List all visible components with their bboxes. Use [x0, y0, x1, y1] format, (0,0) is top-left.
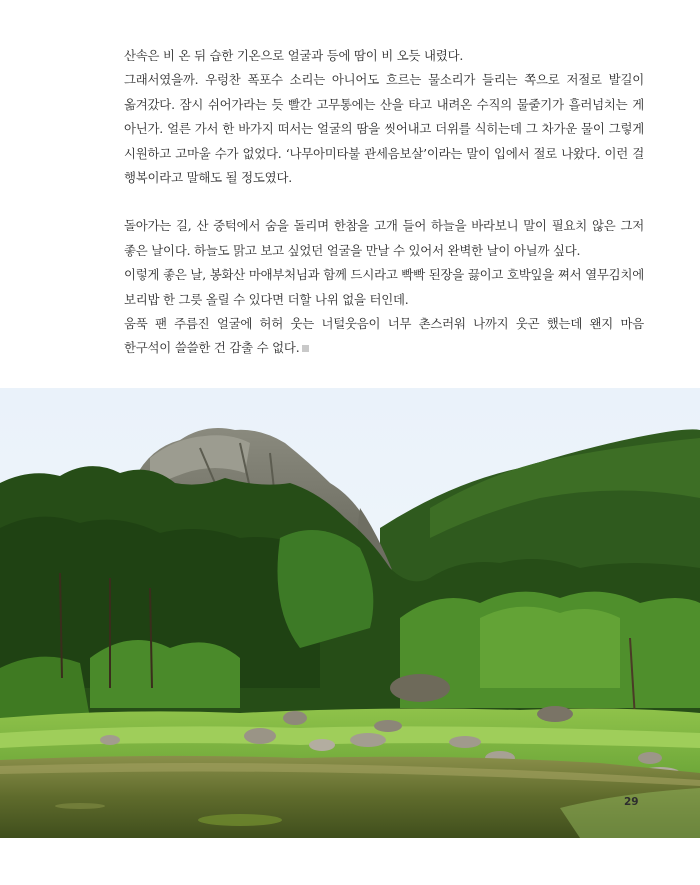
paragraph-2-line-3-text: 움푹 팬 주름진 얼굴에 허허 웃는 너털웃음이 너무 촌스러워 나까지 웃곤 했는데 왠지 마음 한구석이 쓸쓸한 건 감출 수 없다. — [124, 316, 644, 356]
landscape-photo — [0, 388, 700, 838]
paragraph-2 — [124, 214, 644, 360]
paragraph-1-line-1: 산속은 비 온 뒤 습한 기온으로 얼굴과 등에 땀이 비 오듯 내렸다. — [124, 48, 464, 63]
page-number: 29 — [624, 796, 639, 808]
paragraph-1 — [124, 44, 644, 190]
paragraph-2-line-2: 이렇게 좋은 날, 봉화산 마애부처님과 함께 드시라고 빡빡 된장을 끓이고 호박잎을 쪄서 열무김치에 보리밥 한 그릇 올릴 수 있다면 더할 나위 없을 터인데. — [124, 267, 644, 307]
article-body — [124, 44, 644, 361]
paragraph-2-line-3 — [124, 312, 644, 361]
square-end-mark-icon — [302, 345, 309, 352]
paragraph-2-line-1: 돌아가는 길, 산 중턱에서 숨을 돌리며 한참을 고개 들어 하늘을 바라보니 말이 필요치 않은 그저 좋은 날이다. 하늘도 맑고 보고 싶었던 얼굴을 만날 수 있어서 완벽한 날이 아닐까 싶다. — [124, 218, 644, 258]
paragraph-1-line-2: 그래서였을까. 우렁찬 폭포수 소리는 아니어도 흐르는 물소리가 들리는 쪽으로 저절로 발길이 옮겨갔다. 잠시 쉬어가라는 듯 빨간 고무통에는 산을 타고 내려온 수직의 물줄기가 흘러넘치는 게 아닌가. 얼른 가서 한 바가지 떠서는 얼굴의 땀을 씻어내고 더위를 식히는데 그 차가운 물이 그렇게 시원하고 고마울 수가 없었다. ‘나무아미타불 관세음보살’이라는 말이 입에서 절로 나왔다. 이런 걸 행복이라고 말해도 될 정도였다. — [124, 72, 644, 186]
